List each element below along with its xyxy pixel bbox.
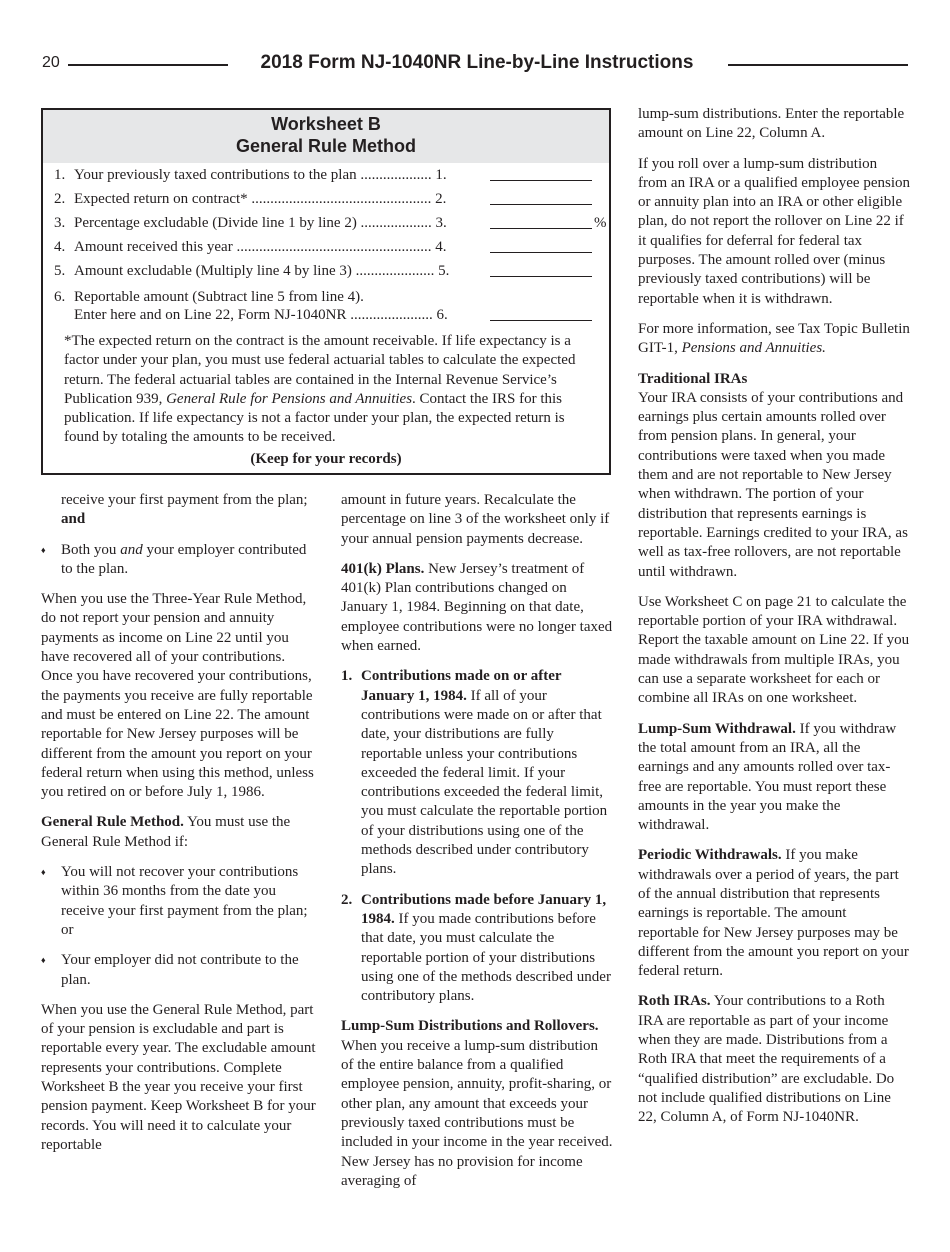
lump-sum-paragraph bbox=[341, 1017, 613, 1191]
recalculate-paragraph: amount in future years. Recalculate the percentage on line 3 of the worksheet only if your annual pension payments decrease. bbox=[341, 492, 610, 547]
footnote-text: . Contact the IRS for this publication. If life expectancy is not a factor under your plan, the expected return is found by totaling the amounts to be received. bbox=[64, 390, 565, 446]
percent-sign: % bbox=[594, 215, 607, 231]
keep-for-records: (Keep for your records) bbox=[250, 451, 402, 467]
worksheet-subtitle: General Rule Method bbox=[235, 136, 417, 156]
rollover-paragraph: If you roll over a lump-sum distribution from an IRA or a qualified employee pension or annuity plan into an IRA or other eligible plan, do not report the rollover on Line 22 if it qualifies for deferral for federal tax purposes. The amount rolled over (minus previously taxed contributions) will be reportable when it is withdrawn. bbox=[638, 155, 911, 307]
item-number: 1. bbox=[341, 668, 353, 685]
bulletin-title: Pensions and Annuities. bbox=[681, 340, 826, 357]
body-text: receive your first payment from the plan; bbox=[61, 492, 308, 508]
line-label: Reportable amount (Subtract line 5 from line 4). bbox=[74, 289, 364, 305]
body-text: your employer contributed to the plan. bbox=[61, 541, 307, 577]
line-number: 3. bbox=[54, 215, 66, 231]
line-2-blank[interactable] bbox=[490, 204, 592, 205]
three-year-rule-paragraph: When you use the Three-Year Rule Method, do not report your pension and annuity payments as income on Line 22 until you have recovered all of your contributions. Once you have recovered your contributions, the payments you receive are fully reportable and must be entered on Line 22. The amount reportable for New Jersey purposes will be different from the amount you report on your federal return when using this method, unless you retired on or before July 1, 1986. bbox=[41, 591, 314, 801]
footnote-text: *The expected return on the contract is the amount receivable. If life expectancy is a factor under your plan, you must use federal actuarial tables to calculate the expected return. The federal actuarial tables are contained in the Internal Revenue Service’s Publication 939, bbox=[64, 333, 576, 407]
worksheet-line-2 bbox=[54, 188, 599, 210]
line-label: Your previously taxed contributions to the plan ................... 1. bbox=[74, 167, 447, 183]
line-5-blank[interactable] bbox=[490, 276, 592, 277]
body-text: You must use the General Rule Method if: bbox=[41, 814, 291, 850]
page-number: 20 bbox=[42, 54, 60, 71]
body-text: Your contributions to a Roth IRA are reportable as part of your income when they are made. Distributions from a Roth IRA that meet the requirements of a “qualified distribution” are excludable. Do not include qualified distributions on Line 22, Column A, of Form NJ-1040NR. bbox=[638, 993, 895, 1126]
numbered-item-1 bbox=[341, 667, 613, 879]
general-rule-method-paragraph bbox=[41, 813, 316, 852]
more-info-paragraph bbox=[638, 320, 910, 359]
section-heading: Periodic Withdrawals. bbox=[638, 847, 782, 864]
body-text: For more information, see Tax Topic Bulletin GIT-1, bbox=[638, 320, 910, 357]
header-rule-right bbox=[728, 64, 908, 66]
body-text: If you made contributions before that date, you must calculate the reportable portion of your distributions using one of the methods described under contributory plans. bbox=[361, 910, 611, 1005]
line-label: Amount received this year .................................................... 4. bbox=[74, 239, 447, 255]
bullet-item bbox=[41, 541, 316, 580]
lump-sum-continued-paragraph: lump-sum distributions. Enter the reportable amount on Line 22, Column A. bbox=[638, 106, 905, 142]
worksheet-c-paragraph: Use Worksheet C on page 21 to calculate the reportable portion of your IRA withdrawal. Report the taxable amount on Line 22. If you made withdrawals from multiple IRAs, you can use a separate worksheet for each or combine all IRAs on one worksheet. bbox=[638, 593, 910, 707]
numbered-item-2 bbox=[341, 891, 613, 1007]
line-number: 6. bbox=[54, 289, 66, 305]
item-heading: Contributions made before January 1, 1984. bbox=[361, 891, 607, 927]
traditional-iras-paragraph bbox=[638, 370, 910, 582]
page-title: 2018 Form NJ-1040NR Line-by-Line Instructions bbox=[260, 52, 694, 73]
body-text: Both you bbox=[61, 541, 121, 558]
section-heading: Lump-Sum Distributions and Rollovers. bbox=[341, 1018, 599, 1035]
body-text: If you make withdrawals over a period of years, the part of the annual distribution that represents earnings is reportable. The amount reportable for New Jersey purposes may be different from the amount you report on your federal return. bbox=[638, 847, 909, 980]
line-4-blank[interactable] bbox=[490, 252, 592, 253]
worksheet-title: Worksheet B bbox=[271, 114, 381, 134]
worksheet-line-1 bbox=[54, 164, 599, 186]
worksheet-b bbox=[41, 108, 611, 475]
bold-and: and bbox=[61, 511, 86, 528]
item-heading: Contributions made on or after January 1, 1984. bbox=[361, 668, 562, 704]
column-2 bbox=[341, 491, 613, 1202]
body-text: If you withdraw the total amount from an IRA, all the earnings and any amounts rolled over tax-free are reportable. You must report these amounts in the year you make the withdrawal. bbox=[638, 720, 897, 834]
worksheet-header bbox=[43, 110, 609, 163]
continued-bullet bbox=[41, 491, 316, 530]
line-number: 5. bbox=[54, 263, 66, 279]
worksheet-line-5 bbox=[54, 260, 599, 282]
body-text: Your IRA consists of your contributions and earnings plus certain amounts rolled over from pension plans. In general, your contributions were taxed when you made them and are not reportable to New Jersey when withdrawn. The portion of your distribution that represents earnings is reportable. Earnings credited to your IRA, as well as tax-free rollovers, are not reportable until withdrawn. bbox=[638, 389, 908, 580]
line-label-continued: Enter here and on Line 22, Form NJ-1040NR ...................... 6. bbox=[74, 307, 448, 323]
line-number: 1. bbox=[54, 167, 66, 183]
line-1-blank[interactable] bbox=[490, 180, 592, 181]
line-label: Percentage excludable (Divide line 1 by line 2) ................... 3. bbox=[74, 215, 447, 231]
item-number: 2. bbox=[341, 891, 353, 908]
body-text: If all of your contributions were made on or after that date, your distributions are fully reportable unless your contributions exceeded the federal limit. If your contributions exceeded the federal limit, you must calculate the reportable portion of your distributions using one of the methods described under contributory plans. bbox=[361, 687, 608, 878]
lump-sum-withdrawal-paragraph bbox=[638, 720, 910, 836]
header-rule-left bbox=[68, 64, 228, 66]
line-number: 4. bbox=[54, 239, 66, 255]
section-heading: General Rule Method. bbox=[41, 814, 184, 831]
bullet-item: ♦ You will not recover your contributions within 36 months from the date you receive your first payment from the plan; or bbox=[41, 863, 316, 940]
publication-title: General Rule for Pensions and Annuities bbox=[166, 390, 413, 407]
body-text: When you receive a lump-sum distribution of the entire balance from a qualified employee pension, annuity, profit-sharing, or other plan, any amount that exceeds your previously taxed contributions must be included in your income in the year received. New Jersey has no provision for income averaging of bbox=[341, 1037, 613, 1189]
401k-paragraph bbox=[341, 560, 613, 656]
column-1 bbox=[41, 491, 316, 1166]
roth-iras-paragraph bbox=[638, 992, 910, 1127]
worksheet-line-4 bbox=[54, 236, 599, 258]
worksheet-line-6 bbox=[54, 286, 599, 326]
line-label: Expected return on contract* ................................................ 2. bbox=[74, 191, 447, 207]
line-label: Amount excludable (Multiply line 4 by line 3) ..................... 5. bbox=[74, 263, 450, 279]
worksheet-footnote bbox=[64, 332, 584, 448]
line-3-blank[interactable] bbox=[490, 228, 592, 229]
italic-and: and bbox=[120, 541, 143, 558]
periodic-withdrawals-paragraph bbox=[638, 846, 910, 981]
column-3 bbox=[638, 105, 910, 1139]
section-heading: Lump-Sum Withdrawal. bbox=[638, 720, 796, 737]
section-heading: 401(k) Plans. bbox=[341, 560, 425, 577]
section-heading: Traditional IRAs bbox=[638, 370, 748, 387]
bullet-item: ♦ Your employer did not contribute to the plan. bbox=[41, 951, 316, 990]
body-text: New Jersey’s treatment of 401(k) Plan contributions changed on January 1, 1984. Beginning on that date, employee contributions were no longer taxed when earned. bbox=[341, 560, 613, 655]
line-number: 2. bbox=[54, 191, 66, 207]
general-rule-explanation-paragraph: When you use the General Rule Method, part of your pension is excludable and part is reportable every year. The excludable amount represents your contributions. Complete Worksheet B the year you receive your first pension payment. Keep Worksheet B for your records. You will need it to calculate your reportable bbox=[41, 1001, 316, 1153]
worksheet-line-3 bbox=[54, 212, 607, 234]
line-6-blank[interactable] bbox=[490, 320, 592, 321]
section-heading: Roth IRAs. bbox=[638, 993, 711, 1010]
